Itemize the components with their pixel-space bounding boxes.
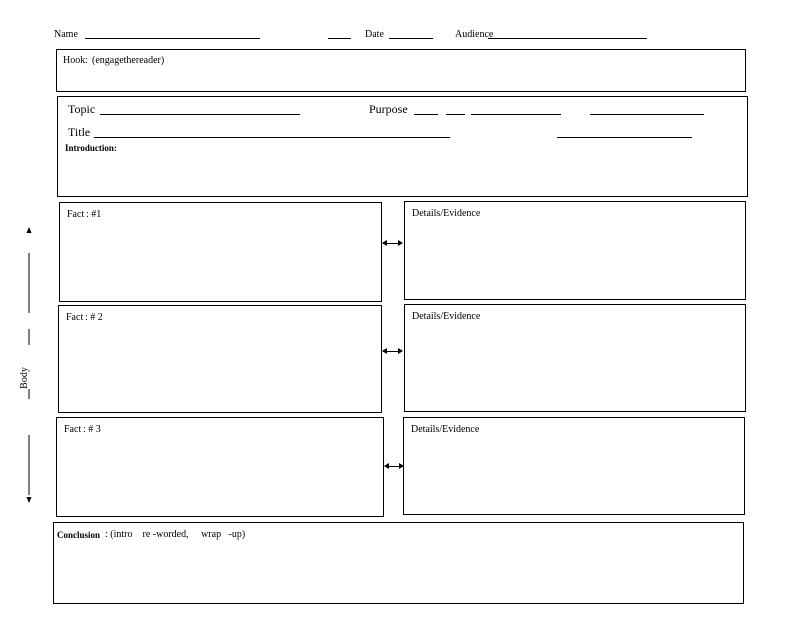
details-box-1[interactable]: [404, 201, 746, 300]
title-label: Title: [68, 125, 91, 139]
hook-separator: :: [85, 55, 88, 66]
conclusion-hint: : (intro re -worded, wrap -up): [105, 529, 246, 540]
audience-field[interactable]: [488, 38, 647, 39]
audience-label: Audience: [455, 29, 494, 40]
introduction-label: Introduction:: [65, 143, 117, 153]
details-label-3: Details/Evidence: [411, 424, 480, 435]
down-arrow-icon: [27, 497, 32, 503]
date-field[interactable]: [389, 38, 433, 39]
purpose-field-3[interactable]: [471, 114, 561, 115]
fact-number-2: : # 2: [85, 312, 103, 323]
purpose-field-1[interactable]: [414, 114, 438, 115]
topic-field[interactable]: [100, 114, 300, 115]
hook-box[interactable]: [56, 49, 746, 92]
conclusion-box[interactable]: [53, 522, 744, 604]
double-arrow-icon: [385, 466, 403, 467]
introduction-box[interactable]: [57, 96, 748, 197]
fact-number-3: : # 3: [83, 424, 101, 435]
details-label-1: Details/Evidence: [412, 208, 481, 219]
blank-field[interactable]: [328, 38, 351, 39]
body-label: Body: [19, 367, 30, 389]
fact-box-1[interactable]: [59, 202, 382, 302]
purpose-field-2[interactable]: [446, 114, 465, 115]
conclusion-label: Conclusion: [57, 530, 101, 540]
name-field[interactable]: [85, 38, 260, 39]
hook-label: Hook: [63, 55, 86, 66]
details-box-2[interactable]: [404, 304, 746, 412]
purpose-field-4[interactable]: [590, 114, 704, 115]
date-label: Date: [365, 29, 384, 40]
fact-label-1: Fact: [67, 209, 85, 220]
details-box-3[interactable]: [403, 417, 745, 515]
fact-box-3[interactable]: [56, 417, 384, 517]
double-arrow-icon: [383, 243, 402, 244]
fact-box-2[interactable]: [58, 305, 382, 413]
up-arrow-icon: [27, 227, 32, 233]
double-arrow-icon: [383, 351, 402, 352]
fact-label-3: Fact: [64, 424, 82, 435]
name-label: Name: [54, 29, 78, 40]
details-label-2: Details/Evidence: [412, 311, 481, 322]
purpose-label: Purpose: [369, 102, 408, 116]
hook-hint: (engagethereader): [92, 55, 165, 66]
title-field[interactable]: [94, 137, 450, 138]
fact-number-1: : #1: [86, 209, 102, 220]
title-field-2[interactable]: [557, 137, 692, 138]
topic-label: Topic: [68, 102, 96, 116]
fact-label-2: Fact: [66, 312, 84, 323]
